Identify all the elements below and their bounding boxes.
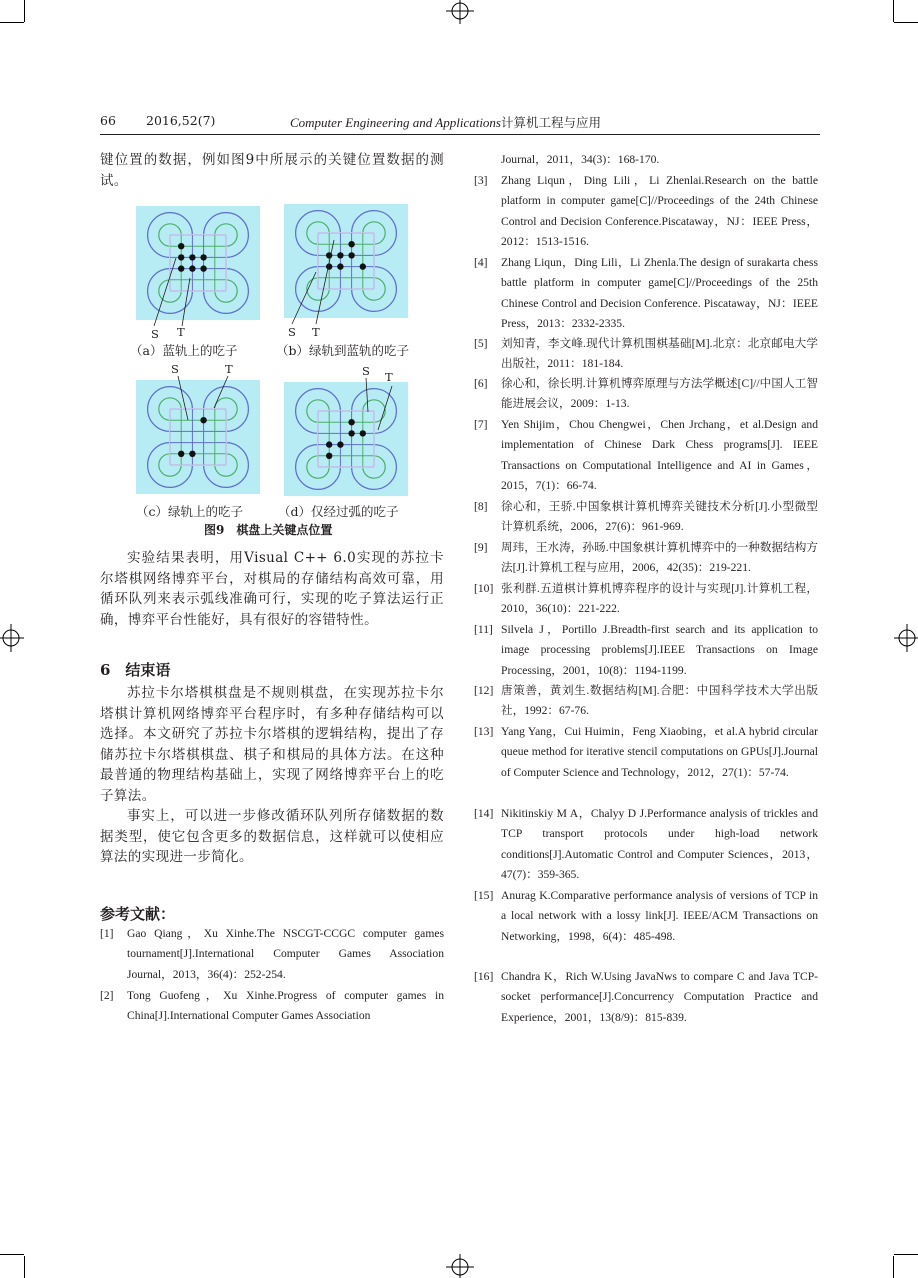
label-t-c: T (225, 362, 233, 376)
running-header (100, 113, 820, 133)
reference-2-continued: Journal，2011，34(3)：168-170. (501, 153, 660, 166)
section-6-para-2: 事实上，可以进一步修改循环队列所存储数据的数据类型，使它包含更多的数据信息，这样就可以使相应算法的实现进一步简化。 (100, 808, 444, 865)
panel-caption-c: （c）绿轨上的吃子 (136, 504, 244, 519)
section-6-body (100, 683, 444, 868)
label-t-a: T (177, 325, 185, 339)
reference-6: [6] 徐心和，徐长明.计算机博弈原理与方法学概述[C]//中国人工智能进展会议，2009：1-13. (474, 377, 818, 411)
reference-12: [12] 唐策善，黄刘生.数据结构[M].合肥：中国科学技术大学出版社，1992：67-76. (474, 684, 818, 718)
reference-16: [16] Chandra K，Rich W.Using JavaNws to compare C and Java TCP-socket performance[J].Concurrency Computation Practice and Experience，2001，13(8/9)：815-839. (474, 970, 818, 1024)
reference-5: [5] 刘知青，李文峰.现代计算机围棋基础[M].北京：北京邮电大学出版社，2011：181-184. (474, 337, 818, 371)
crop-mark (0, 22, 24, 23)
label-t-d: T (385, 370, 393, 384)
reference-11: [11] Silvela J，Portillo J.Breadth-first search and its application to image processing problems[J].IEEE Transactions on Image Processing，2001，10(8)：1194-1199. (474, 623, 818, 677)
label-s-a: S (151, 327, 159, 341)
page-number: 66 (100, 113, 116, 128)
reference-8: [8] 徐心和，王骄.中国象棋计算机博弈关键技术分析[J].小型微型计算机系统，2006，27(6)：961-969. (474, 500, 818, 534)
result-paragraph: 实验结果表明，用Visual C++ 6.0实现的苏拉卡尔塔棋网络博弈平台，对棋局的存储结构高效可靠，用循环队列来表示弧线准确可行，实现的吃子算法运行正确，博弈平台性能好，具有很好的容错特性。 (100, 550, 444, 628)
journal-name-en: Computer Engineering and Applications (290, 115, 501, 130)
label-t-b: T (312, 325, 320, 339)
panel-caption-a: （a）蓝轨上的吃子 (130, 343, 238, 358)
reference-10: [10] 张利群.五道棋计算机博弈程序的设计与实现[J].计算机工程，2010，36(10)：221-222. (474, 582, 818, 616)
registration-mark-bottom (440, 1252, 480, 1278)
section-6-para-1: 苏拉卡尔塔棋棋盘是不规则棋盘，在实现苏拉卡尔塔棋计算机网络博弈平台程序时，有多种存储结构可以选择。本文研究了苏拉卡尔塔棋的逻辑结构，提出了存储苏拉卡尔塔棋棋盘、棋子和棋局的具体方法。在这种最普通的物理结构基础上，实现了网络博弈平台上的吃子算法。 (100, 685, 444, 804)
registration-mark-right (892, 618, 918, 658)
registration-mark-left (0, 618, 26, 658)
reference-15: [15] Anurag K.Comparative performance analysis of versions of TCP in a local network with a lossy link[J]. IEEE/ACM Transactions on Networking，1998，6(4)：485-498. (474, 889, 818, 943)
journal-name (290, 113, 601, 131)
figure-caption: 图9 棋盘上关键点位置 (204, 523, 333, 537)
registration-mark-top (440, 0, 480, 26)
reference-9: [9] 周玮，王水涛，孙旸.中国象棋计算机博弈中的一种数据结构方法[J].计算机工程与应用，2006，42(35)：219-221. (474, 541, 818, 575)
reference-14: [14] Nikitinskiy M A，Chalyy D J.Performance analysis of trickles and TCP transport protocols under high-load network conditions[J].Automatic Control and Computer Sciences，2013，47(7)：359-365. (474, 807, 818, 882)
panel-caption-d: （d）仅经过弧的吃子 (278, 504, 399, 519)
crop-mark (894, 22, 918, 23)
reference-1: [1] Gao Qiang，Xu Xinhe.The NSCGT-CCGC computer games tournament[J].International Computer Games Association Journal，2013，36(4)：252-254. (100, 927, 444, 981)
header-rule (100, 134, 820, 135)
crop-mark (0, 1254, 24, 1255)
reference-7: [7] Yen Shijim，Chou Chengwei，Chen Jrchang，et al.Design and implementation of Chinese Dark Chess programs[J]. IEEE Transactions on Computational Intelligence and AI in Games，2015，7(1)：66-74. (474, 418, 818, 493)
crop-mark (893, 1256, 894, 1278)
figure-pointer-lines (130, 200, 430, 520)
reference-3: [3] Zhang Liqun，Ding Lili，Li Zhenlai.Research on the battle platform in computer game[C]//Proceedings of the 24th Chinese Control and Decision Conference.Piscataway，NJ：IEEE Press，2012：1513-1516. (474, 174, 818, 249)
journal-name-cn: 计算机工程与应用 (501, 115, 602, 130)
panel-caption-b: （b）绿轨到蓝轨的吃子 (276, 343, 410, 358)
reference-13: [13] Yang Yang，Cui Huimin，Feng Xiaobing，et al.A hybrid circular queue method for iterative stencil computations on GPUs[J].Journal of Computer Science and Technology，2012，27(1)：57-74. (474, 725, 818, 779)
crop-mark (24, 0, 25, 22)
reference-2: [2] Tong Guofeng，Xu Xinhe.Progress of computer games in China[J].International Computer Games Association (100, 989, 444, 1023)
references-title: 参考文献： (100, 905, 176, 923)
label-s-b: S (288, 325, 296, 339)
intro-paragraph: 键位置的数据，例如图9中所展示的关键位置数据的测试。 (100, 152, 444, 189)
volume-issue: 2016,52(7) (146, 113, 216, 128)
crop-mark (893, 0, 894, 22)
crop-mark (894, 1254, 918, 1255)
label-s-d: S (362, 364, 370, 378)
section-6-title: 6 结束语 (100, 661, 171, 679)
label-s-c: S (171, 362, 179, 376)
reference-4: [4] Zhang Liqun，Ding Lili，Li Zhenla.The design of surakarta chess battle platform in computer game[C]//Proceedings of the 25th Chinese Control and Decision Conference. Piscataway，NJ：IEEE Press，2013：2332-2335. (474, 256, 818, 331)
crop-mark (24, 1256, 25, 1278)
